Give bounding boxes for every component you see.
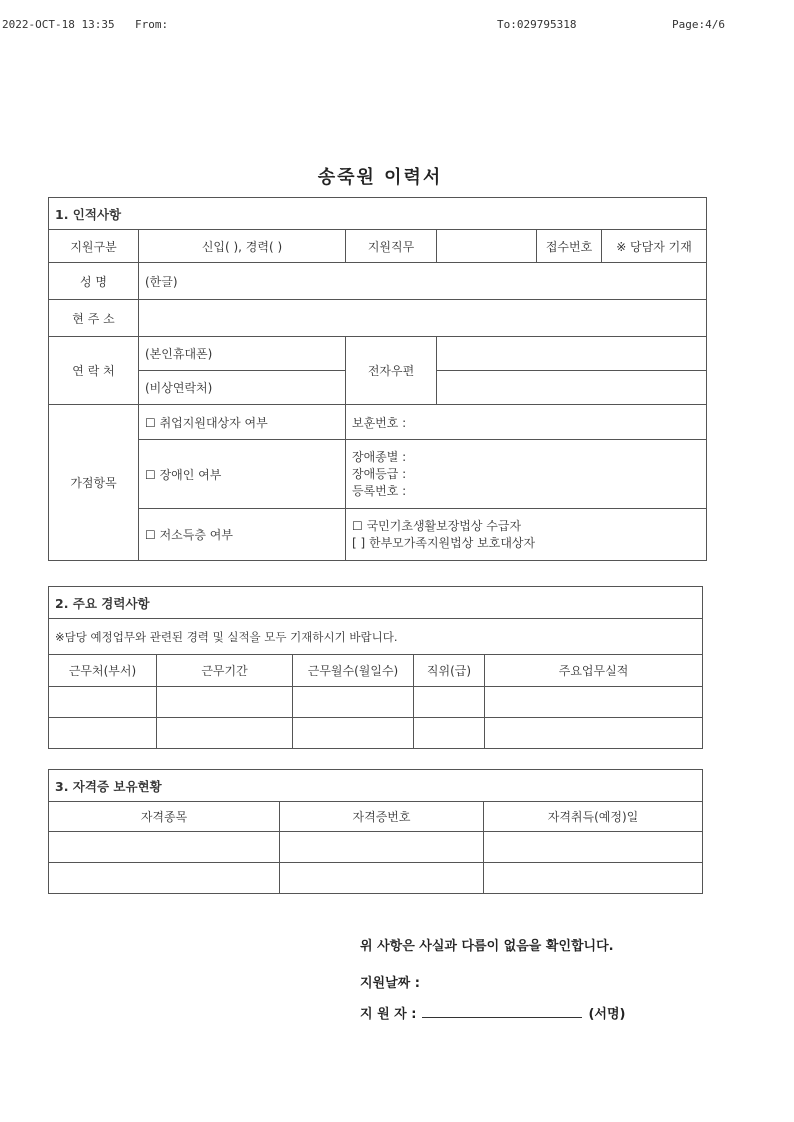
receipt-number-label: 접수번호 — [537, 230, 602, 263]
career-col-workplace: 근무처(부서) — [49, 655, 157, 687]
basic-livelihood-checkbox[interactable]: ☐ 국민기초생활보장법상 수급자 — [352, 518, 522, 533]
cert-date-cell[interactable] — [484, 832, 703, 863]
low-income-checkbox[interactable]: ☐ 저소득층 여부 — [139, 509, 346, 561]
career-workplace-cell[interactable] — [49, 718, 157, 749]
address-label: 현 주 소 — [49, 300, 139, 337]
fax-header — [0, 18, 794, 34]
career-months-cell[interactable] — [293, 718, 414, 749]
cert-date-cell[interactable] — [484, 863, 703, 894]
email-label: 전자우편 — [346, 337, 437, 405]
contact-label: 연 락 처 — [49, 337, 139, 405]
bonus-items-label: 가점항목 — [49, 405, 139, 561]
career-workplace-cell[interactable] — [49, 687, 157, 718]
disability-type-field: 장애종별 : — [352, 449, 407, 464]
certificate-table — [48, 769, 703, 894]
career-table — [48, 586, 703, 749]
career-period-cell[interactable] — [157, 687, 293, 718]
confirmation-statement: 위 사항은 사실과 다름이 없음을 확인합니다. — [360, 939, 614, 954]
section2-heading: 2. 주요 경력사항 — [49, 587, 703, 619]
career-col-period: 근무기간 — [157, 655, 293, 687]
disability-checkbox[interactable]: ☐ 장애인 여부 — [139, 440, 346, 509]
cert-type-cell[interactable] — [49, 832, 280, 863]
fax-page: Page:4/6 — [672, 18, 725, 31]
single-parent-checkbox[interactable]: [ ] 한부모가족지원법상 보호대상자 — [352, 535, 536, 550]
receipt-number-note: ※ 당담자 기재 — [602, 230, 707, 263]
address-field[interactable] — [139, 300, 707, 337]
mobile-field[interactable]: (본인휴대폰) — [139, 337, 346, 371]
disability-details[interactable] — [346, 440, 707, 509]
cert-type-cell[interactable] — [49, 863, 280, 894]
cert-number-cell[interactable] — [280, 863, 484, 894]
career-col-position: 직위(급) — [414, 655, 485, 687]
cert-col-type: 자격종목 — [49, 802, 280, 832]
veteran-number-field[interactable]: 보훈번호 : — [346, 405, 707, 440]
table-row — [49, 687, 703, 718]
apply-job-field[interactable] — [437, 230, 537, 263]
career-position-cell[interactable] — [414, 687, 485, 718]
career-period-cell[interactable] — [157, 718, 293, 749]
table-row — [49, 718, 703, 749]
personal-info-table — [48, 197, 707, 561]
signature-label: (서명) — [588, 1007, 626, 1022]
cert-col-number: 자격증번호 — [280, 802, 484, 832]
career-months-cell[interactable] — [293, 687, 414, 718]
registration-number-field: 등록번호 : — [352, 483, 407, 498]
name-label: 성 명 — [49, 263, 139, 300]
fax-to: To:029795318 — [497, 18, 577, 31]
career-achievements-cell[interactable] — [485, 687, 703, 718]
veteran-checkbox[interactable]: ☐ 취업지원대상자 여부 — [139, 405, 346, 440]
cert-col-date: 자격취득(예정)일 — [484, 802, 703, 832]
name-field[interactable]: (한글) — [139, 263, 707, 300]
apply-type-label: 지원구분 — [49, 230, 139, 263]
career-position-cell[interactable] — [414, 718, 485, 749]
email-field-extra[interactable] — [437, 371, 707, 405]
cert-number-cell[interactable] — [280, 832, 484, 863]
low-income-details[interactable] — [346, 509, 707, 561]
section1-heading: 1. 인적사항 — [49, 198, 707, 230]
fax-from-label: From: — [135, 18, 169, 31]
table-row — [49, 832, 703, 863]
career-col-achievements: 주요업무실적 — [485, 655, 703, 687]
email-field[interactable] — [437, 337, 707, 371]
table-row — [49, 863, 703, 894]
fax-datetime: 2022-OCT-18 13:35 — [2, 18, 115, 31]
emergency-contact-field[interactable]: (비상연락처) — [139, 371, 346, 405]
career-achievements-cell[interactable] — [485, 718, 703, 749]
career-note: ※담당 예정업무와 관련된 경력 및 실적을 모두 기재하시기 바랍니다. — [49, 619, 703, 655]
career-col-months: 근무월수(월일수) — [293, 655, 414, 687]
document-title: 송죽원 이력서 — [317, 167, 443, 188]
section3-heading: 3. 자격증 보유현황 — [49, 770, 703, 802]
apply-type-field[interactable]: 신입( ), 경력( ) — [139, 230, 346, 263]
disability-grade-field: 장애등급 : — [352, 466, 407, 481]
signature-line[interactable] — [422, 1005, 582, 1018]
apply-job-label: 지원직무 — [346, 230, 437, 263]
apply-date-label: 지원날짜 : — [360, 976, 420, 991]
applicant-signature-row — [360, 1003, 625, 1022]
applicant-label: 지 원 자 : — [360, 1007, 417, 1022]
